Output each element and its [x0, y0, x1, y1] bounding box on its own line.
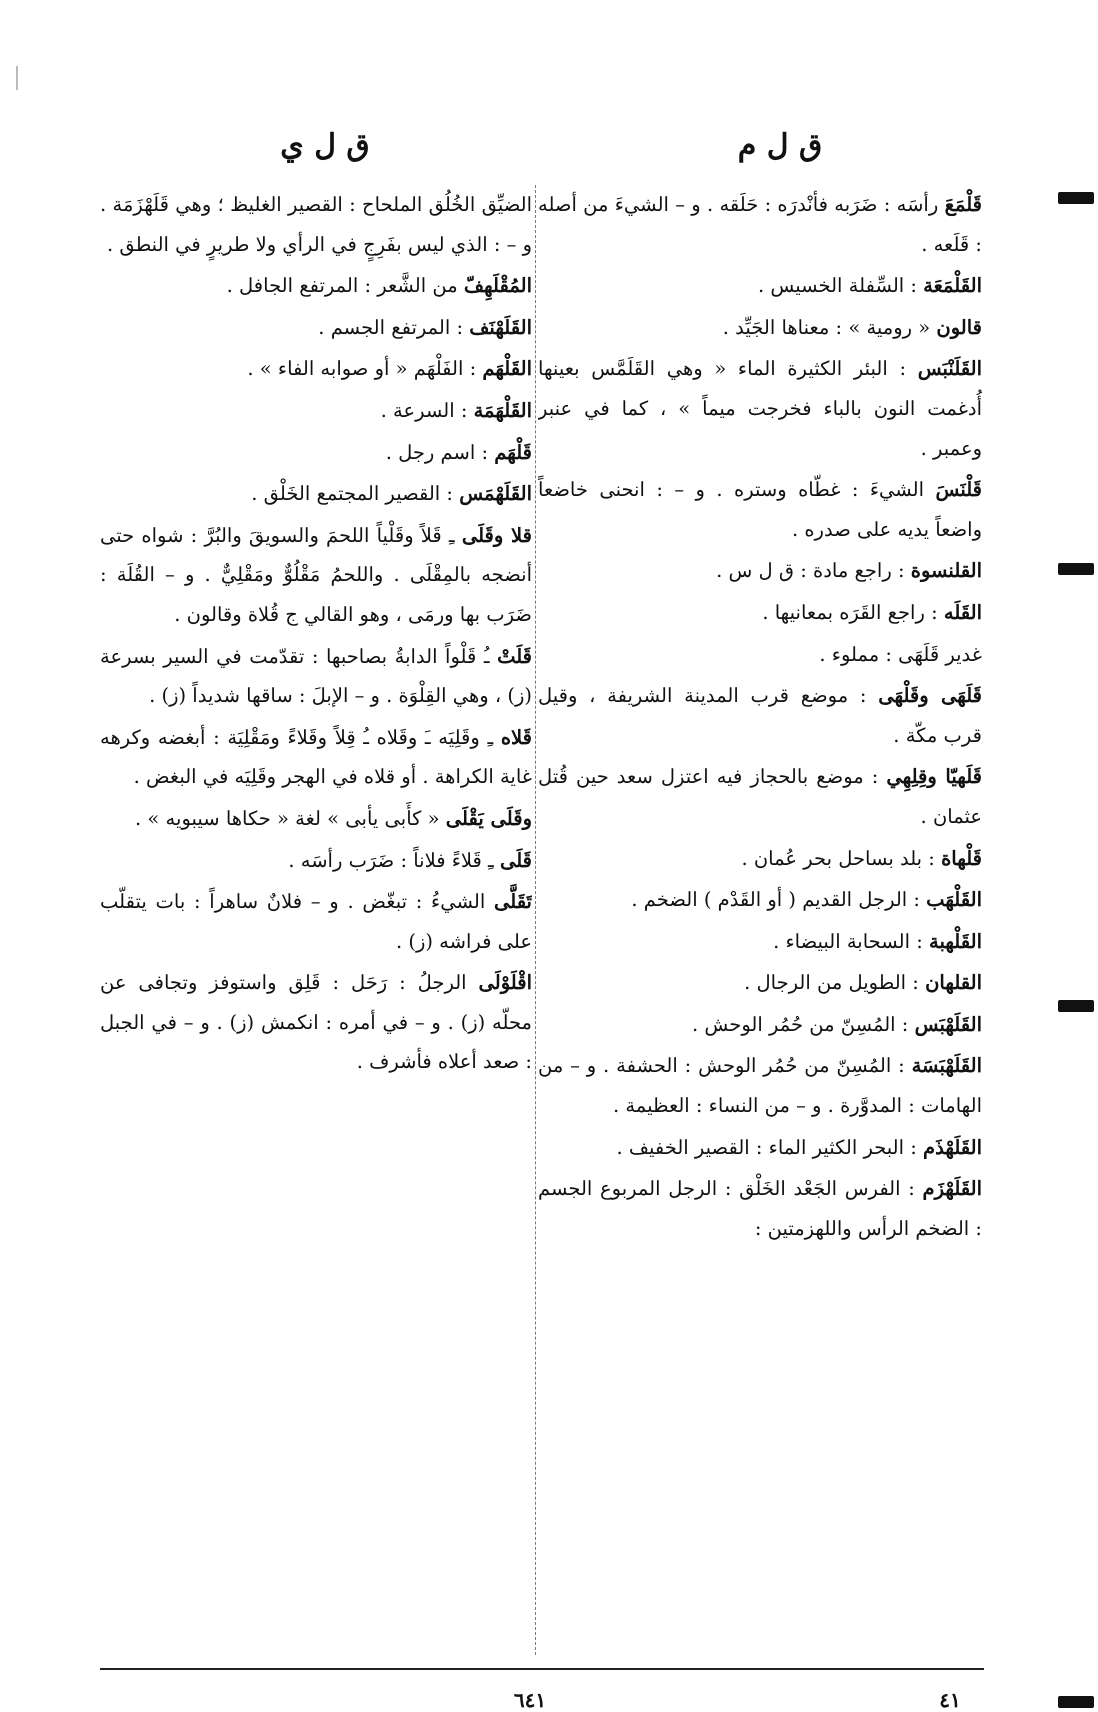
entry-headword: القَلْمَعَة: [923, 274, 982, 298]
dictionary-entry: [538, 1046, 982, 1125]
entry-headword: القَلَهْزَم: [922, 1177, 982, 1201]
entry-definition: : اسم رجل .: [385, 440, 495, 464]
dictionary-entry: [538, 1169, 982, 1248]
dictionary-entry: [100, 882, 532, 961]
entry-definition: من الشَّعر : المرتفع الجافل .: [226, 274, 464, 298]
entry-definition: : السِّفلة الخسيس .: [757, 274, 924, 298]
dictionary-entry: [100, 391, 532, 431]
thumb-index-tab: [1058, 192, 1094, 204]
entry-headword: قلا وقَلَى: [461, 523, 532, 547]
column-header-left: ق ل ي: [280, 128, 370, 163]
dictionary-entry: [538, 593, 982, 633]
dictionary-entry: [100, 841, 532, 881]
entry-definition: ـِ وقَلِيَه ـَ وقَلاه ـُ قِلاً وقَلاءً ومَقْلِيَة : أبغضه وكرهه غاية الكراهة . أو قلاه في الهجر وقَلِيَه في البغض .: [100, 725, 532, 789]
entry-headword: القَلَه: [943, 600, 982, 624]
dictionary-entry: [538, 1128, 982, 1168]
entry-definition: « كأَبى يأبى » لغة « حكاها سيبويه » .: [135, 806, 446, 830]
entry-headword: القَلَهْذَم: [923, 1135, 982, 1159]
dictionary-entry: [100, 799, 532, 839]
entry-definition: ـِ قَلاً وقَلْياً اللحمَ والسويقَ والبُرَّ : شواه حتى أنضجه بالمِقْلَى . واللحمُ مَقْلُوٌّ ومَقْلِيٌّ . و – القُلَة : ضَرَب بها ورمَى ، وهو القالي ج قُلاة وقالون .: [100, 523, 532, 626]
thumb-index-tab: [1058, 563, 1094, 575]
entry-definition: الشيءُ : تبغّض . و – فلانٌ ساهراً : بات يتقلّب على فراشه (ز) .: [100, 890, 532, 953]
entry-definition: : البئر الكثيرة الماء « وهي القَلَمَّس بعينها أُدغمت النون بالباء فخرجت ميماً » ، كما في عنبر وعمبر .: [538, 357, 982, 460]
dictionary-entry: [538, 185, 982, 264]
entry-definition: ـِ قَلاءً فلاناً : ضَرَب رأسَه .: [288, 848, 500, 872]
dictionary-entry: [100, 963, 532, 1082]
dictionary-entry: [538, 880, 982, 920]
dictionary-entry: [538, 676, 982, 755]
entry-headword: قالون: [936, 315, 982, 339]
entry-headword: القَلْهَب: [926, 888, 982, 912]
entry-definition: رأسَه : ضَرَبه فأنْدرَه : حَلَقه . و – الشيءَ من أصله : قَلَعه .: [538, 193, 982, 256]
entry-definition: غدير قَلَهَى : مملوء .: [819, 642, 982, 666]
entry-definition: « رومية » : معناها الجَيِّد .: [722, 315, 937, 339]
entry-definition: : القصير المجتمع الخَلْق .: [251, 482, 460, 506]
entry-headword: القلنسوة: [910, 559, 982, 583]
entry-definition: : السرعة .: [380, 398, 474, 422]
entry-headword: قَلْنَسَ: [935, 478, 982, 502]
dictionary-entry: [100, 474, 532, 514]
dictionary-entry: [538, 757, 982, 836]
entry-definition: الرجلُ : رَحَل : قَلِق واستوفز وتجافى عن محلّه (ز) . و – في أمره : انكمش (ز) . و – في الجبل : صعد أعلاه فأشرف .: [100, 971, 532, 1074]
entry-headword: القَلَهْنَف: [469, 315, 532, 339]
entry-definition: : السحابة البيضاء .: [773, 929, 929, 953]
entry-definition: : الرجل القديم ( أو القَدْم ) الضخم .: [631, 888, 927, 912]
entry-headword: القَلْهبة: [928, 929, 982, 953]
dictionary-entry: [538, 349, 982, 468]
margin-mark: [16, 66, 18, 90]
entry-headword: قَلَتْ: [497, 644, 532, 668]
entry-definition: الضيِّق الخُلُق الملحاح : القصير الغليظ ؛ وهي قَلَهْزَمَة . و – : الذي ليس بفَرِجٍ في الرأي ولا طريرٍ في النطق .: [100, 193, 532, 256]
dictionary-entry: [538, 308, 982, 348]
entry-headword: وقَلَى يَقْلَى: [445, 806, 532, 830]
entry-definition: : موضع بالحجاز فيه اعتزل سعد حين قُتل عثمان .: [538, 765, 982, 828]
entry-headword: قَلَهَى وقَلْهَى: [878, 684, 982, 708]
dictionary-entry: [100, 266, 532, 306]
entry-definition: : راجع القَرَه بمعانيها .: [762, 600, 944, 624]
dictionary-entry: [538, 963, 982, 1003]
entry-headword: تَقَلَّى: [493, 890, 532, 914]
dictionary-entry: [538, 922, 982, 962]
entry-headword: اقْلَوْلَى: [478, 971, 532, 995]
entry-definition: : راجع مادة : ق ل س .: [716, 559, 911, 583]
entry-headword: قَلَى: [499, 848, 532, 872]
entry-headword: قَلْهاة: [941, 846, 982, 870]
dictionary-entry: [100, 349, 532, 389]
column-header-right: ق ل م: [737, 128, 823, 163]
entry-headword: القَلَهْبَسَة: [911, 1054, 982, 1078]
dictionary-entry: [538, 635, 982, 675]
dictionary-entry: [100, 433, 532, 473]
thumb-index-tab: [1058, 1696, 1094, 1708]
entry-definition: : المُسِنّ من حُمُر الوحش : الحشفة . و – من الهامات : المدوَّرة . و – من النساء : العظيمة .: [538, 1054, 982, 1118]
page-number: ٦٤١: [513, 1688, 547, 1712]
dictionary-entry: [538, 551, 982, 591]
entry-headword: قَلَهيّا وقِلِهِي: [886, 765, 982, 789]
left-column: [100, 185, 532, 1665]
entry-headword: القَلْهَم: [482, 357, 532, 381]
entry-definition: : المُسِنّ من حُمُر الوحش .: [692, 1012, 915, 1036]
dictionary-entry: [100, 516, 532, 635]
entry-definition: : المرتفع الجسم .: [318, 315, 470, 339]
dictionary-entry: [100, 637, 532, 716]
entry-headword: القَلَنْبَس: [917, 357, 982, 381]
dictionary-entry: [538, 470, 982, 549]
dictionary-entry: [538, 1005, 982, 1045]
section-number: ٤١: [939, 1688, 961, 1712]
entry-headword: القلهان: [925, 971, 982, 995]
column-divider: [535, 185, 536, 1655]
dictionary-entry: [538, 266, 982, 306]
entry-headword: قَلْهَم: [494, 440, 532, 464]
entry-definition: : الفَلْهَم « أو صوابه الفاء » .: [247, 357, 483, 381]
entry-headword: القَلَهْبَس: [914, 1012, 982, 1036]
dictionary-entry: [100, 718, 532, 797]
entry-definition: ـُ قَلْواً الدابةُ بصاحبها : تقدّمت في السير بسرعة (ز) ، وهي القِلْوَة . و – الإبلَ : ساقها شديداً (ز) .: [100, 644, 532, 708]
entry-definition: : بلد بساحل بحر عُمان .: [741, 846, 942, 870]
entry-definition: : الطويل من الرجال .: [744, 971, 926, 995]
entry-headword: قَلْمَعَ: [944, 193, 982, 216]
entry-headword: المُقْلَهِفّ: [463, 274, 532, 298]
entry-headword: القَلْهَمَة: [473, 398, 532, 422]
bottom-rule: [100, 1668, 984, 1670]
entry-headword: القَلَهْمَس: [459, 482, 532, 506]
entry-definition: الشيءَ : غطّاه وستره . و – : انحنى خاضعاً واضعاً يديه على صدره .: [538, 478, 982, 541]
dictionary-entry: [100, 185, 532, 264]
entry-definition: : الفرس الجَعْد الخَلْق : الرجل المربوع الجسم : الضخم الرأس واللهزمتين :: [538, 1177, 982, 1240]
dictionary-entry: [538, 839, 982, 879]
entry-definition: : البحر الكثير الماء : القصير الخفيف .: [616, 1135, 924, 1159]
thumb-index-tab: [1058, 1000, 1094, 1012]
entry-headword: قَلاه: [500, 725, 532, 749]
dictionary-entry: [100, 308, 532, 348]
entry-definition: : موضع قرب المدينة الشريفة ، وقيل قرب مكّة .: [538, 684, 982, 747]
right-column: [538, 185, 982, 1665]
